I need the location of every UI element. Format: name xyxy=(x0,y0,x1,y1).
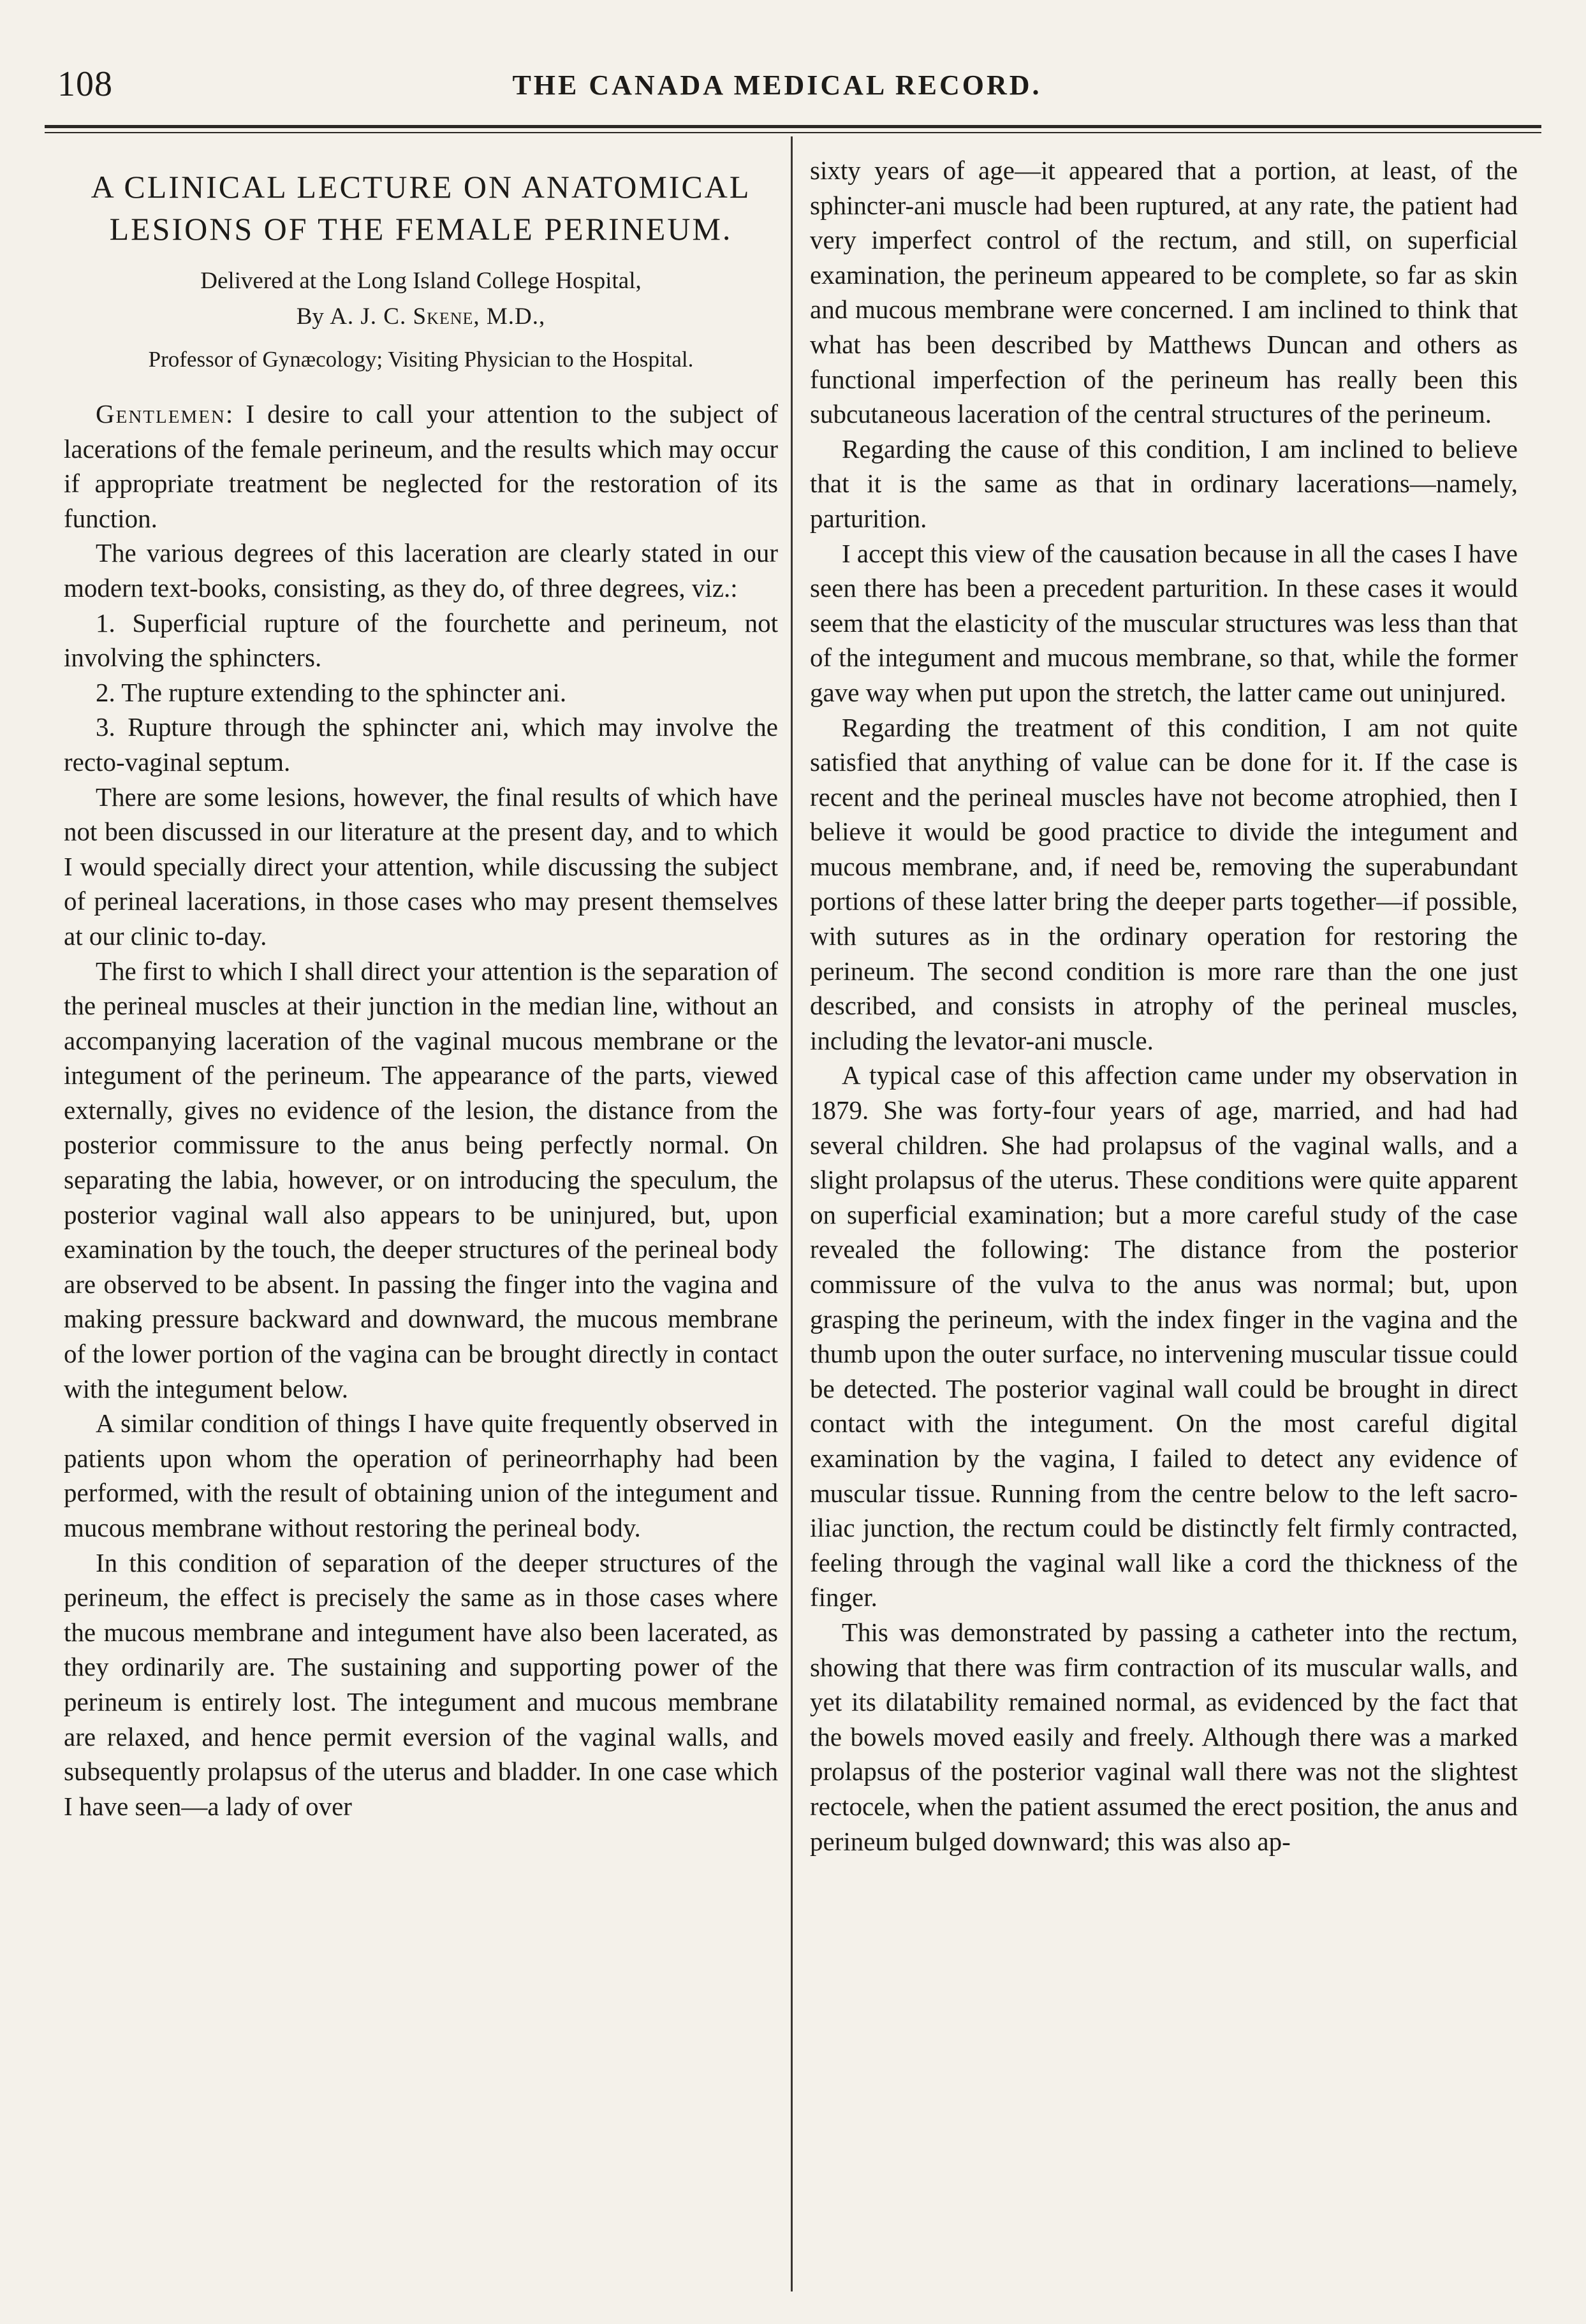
page-number: 108 xyxy=(57,64,113,104)
author-line xyxy=(64,301,778,333)
left-column xyxy=(64,153,778,1823)
paragraph: Regarding the cause of this condition, I am inclined to believe that it is the same as that in ordinary lacerations—namely, parturition. xyxy=(810,434,1518,533)
column-divider xyxy=(791,136,793,2291)
paragraph: sixty years of age—it appeared that a portion, at least, of the sphincter-ani muscle had been ruptured, at any rate, the patient had very imperfect control of the rectum, and still, on superficial examination, the perineum appeared to be complete, so far as skin and mucous membrane were concerned. I am inclined to think that what has been described by Matthews Duncan and others as functional imperfection of the perineum has really been this subcutaneous laceration of the central structures of the perineum. xyxy=(810,156,1518,429)
list-item: 1. Superficial rupture of the fourchette and perineum, not involving the sphincters. xyxy=(64,608,778,673)
salutation: Gentlemen xyxy=(96,399,226,428)
paragraph: The various degrees of this laceration are clearly stated in our modern text-books, consisting, as they do, of three degrees, viz.: xyxy=(64,538,778,603)
list-item: 2. The rupture extending to the sphincter ani. xyxy=(96,677,567,707)
author-affiliation: Professor of Gynæcology; Visiting Physician to the Hospital. xyxy=(148,347,694,372)
paragraph: Regarding the treatment of this condition, I am not quite satisfied that anything of value can be done for it. If the case is recent and the perineal muscles have not become atrophied, then I believe it would be good practice to divide the integument and mucous membrane, and, if need be, removing the superabundant portions of these latter bring the deeper parts together—if possible, with sutures as in the ordinary operation for restoring the perineum. The second condition is more rare than the one just described, and consists in atrophy of the perineal muscles, including the levator-ani muscle. xyxy=(810,712,1518,1055)
paragraph-text: : I desire to call your attention to the subject of lacerations of the female perineum, and the results which may occur if appropriate treatment be neglected for the restoration of its function. xyxy=(64,399,778,533)
delivered-line: Delivered at the Long Island College Hospital, xyxy=(200,268,642,294)
paragraph: A similar condition of things I have quite frequently observed in patients upon whom the operation of perineorrhaphy had been performed, with the result of obtaining union of the integument and mucous membrane without restoring the perineal body. xyxy=(64,1408,778,1542)
author-name: A. J. C. Skene, M.D., xyxy=(330,303,546,330)
author-prefix: By xyxy=(296,303,324,330)
paragraph: A typical case of this affection came under my observation in 1879. She was forty-four years of age, married, and had had several children. She had prolapsus of the vaginal walls, and a slight prolapsus of the uterus. These conditions were quite apparent on superficial examination; but a more careful study of the case revealed the following: The distance from the posterior commissure of the vulva to the anus was normal; but, upon grasping the perineum, with the index finger in the vagina and the thumb upon the outer surface, no intervening muscular tissue could be detected. The posterior vaginal wall could be brought in direct contact with the integument. On the most careful digital examination by the vagina, I failed to detect any evidence of muscular tissue. Running from the centre below to the left sacro-iliac junction, the rectum could be distinctly felt firmly contracted, feeling through the vaginal wall like a cord the thickness of the finger. xyxy=(810,1060,1518,1612)
paragraph: In this condition of separation of the deeper structures of the perineum, the effect is precisely the same as in those cases where the mucous membrane and integument have also been lacerated, as they ordinarily are. The sustaining and supporting power of the perineum is entirely lost. The integument and mucous membrane are relaxed, and hence permit eversion of the vaginal walls, and subsequently prolapsus of the uterus and bladder. In one case which I have seen—a lady of over xyxy=(64,1547,778,1821)
running-head: THE CANADA MEDICAL RECORD. xyxy=(512,69,1042,101)
list-item: 3. Rupture through the sphincter ani, which may involve the recto-vaginal septum. xyxy=(64,712,778,777)
page-header xyxy=(57,64,1497,108)
header-rule xyxy=(45,125,1541,133)
paragraph: This was demonstrated by passing a catheter into the rectum, showing that there was firm contraction of its muscular walls, and yet its dilatability remained normal, as evidenced by the fact that the bowels moved easily and freely. Although there was a marked prolapsus of the posterior vaginal wall there was not the slightest rectocele, when the patient assumed the erect position, the anus and perineum bulged downward; this was also ap- xyxy=(810,1617,1518,1856)
paragraph: The first to which I shall direct your attention is the separation of the perineal muscles at their junction in the median line, without an accompanying laceration of the vaginal mucous membrane or the integument of the perineum. The appearance of the parts, viewed externally, gives no evidence of the lesion, the distance from the posterior commissure to the anus being perfectly normal. On separating the labia, however, or on introducing the speculum, the posterior vaginal wall also appears to be uninjured, but, upon examination by the touch, the deeper structures of the perineal body are observed to be absent. In passing the finger into the vagina and making pressure backward and downward, the mucous membrane of the lower portion of the vagina can be brought directly in contact with the integument below. xyxy=(64,956,778,1403)
paragraph xyxy=(64,397,778,536)
article-title: A CLINICAL LECTURE ON ANATOMICAL LESIONS OF THE FEMALE PERINEUM. xyxy=(91,169,751,247)
paragraph: There are some lesions, however, the final results of which have not been discussed in our literature at the present day, and to which I would specially direct your attention, while discussing the subject of perineal lacerations, in those cases who may present themselves at our clinic to-day. xyxy=(64,782,778,951)
right-column xyxy=(810,153,1518,1859)
paragraph: I accept this view of the causation because in all the cases I have seen there has been a precedent parturition. In these cases it would seem that the elasticity of the muscular structures was less than that of the integument and mucous membrane, so that, while the former gave way when put upon the stretch, the latter came out uninjured. xyxy=(810,538,1518,707)
